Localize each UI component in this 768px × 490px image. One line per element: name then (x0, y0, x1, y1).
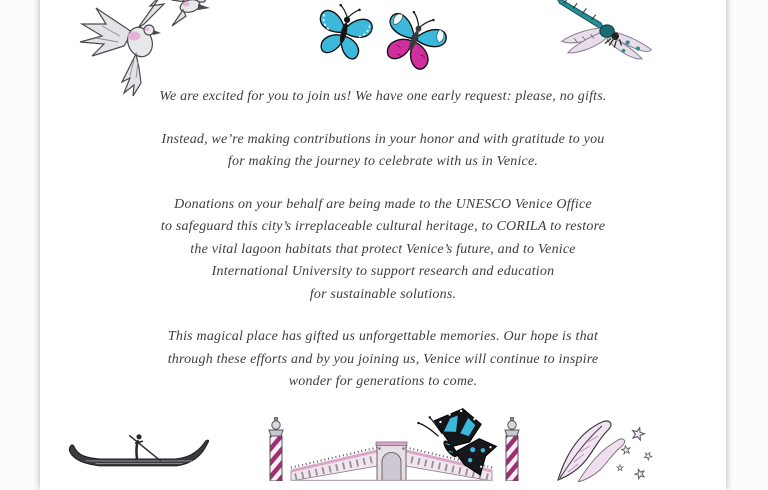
invitation-line: Instead, we’re making contributions in your honor and with gratitude to you (161, 131, 605, 147)
invitation-paragraph (40, 194, 726, 307)
invitation-line: International University to support research and education (211, 264, 555, 279)
invitation-line: We are excited for you to join us! We have one early request: please, no gifts. (159, 89, 607, 104)
gondola-icon (66, 430, 214, 482)
dragonfly-icon (546, 0, 664, 62)
seagull-small-icon (138, 0, 238, 32)
invitation-line: This magical place has gifted us unforgettable memories. Our hope is that (167, 329, 599, 344)
invitation-line: for sustainable solutions. (309, 286, 457, 302)
invitation-line: Donations on your behalf are being made to the UNESCO Venice Office (174, 196, 592, 212)
invitation-body (40, 86, 726, 414)
invitation-line: through these efforts and by you joining us, Venice will continue to inspire (167, 351, 599, 367)
invitation-line: to safeguard this city’s irreplaceable cultural heritage, to CORILA to restore (160, 219, 606, 234)
invitation-paragraph (40, 86, 726, 109)
mooring-pole-icon (259, 417, 293, 481)
invitation-paragraph (40, 326, 726, 394)
invitation-paragraph (40, 129, 726, 174)
invitation-line: the vital lagoon habitats that protect Venice’s future, and to Venice (190, 241, 576, 257)
invitation-line: for making the journey to celebrate with us in Venice. (227, 154, 539, 169)
feather-stars-icon (550, 420, 662, 482)
butterfly-swallowtail-icon (405, 402, 507, 490)
invitation-line: wonder for generations to come. (288, 374, 478, 389)
